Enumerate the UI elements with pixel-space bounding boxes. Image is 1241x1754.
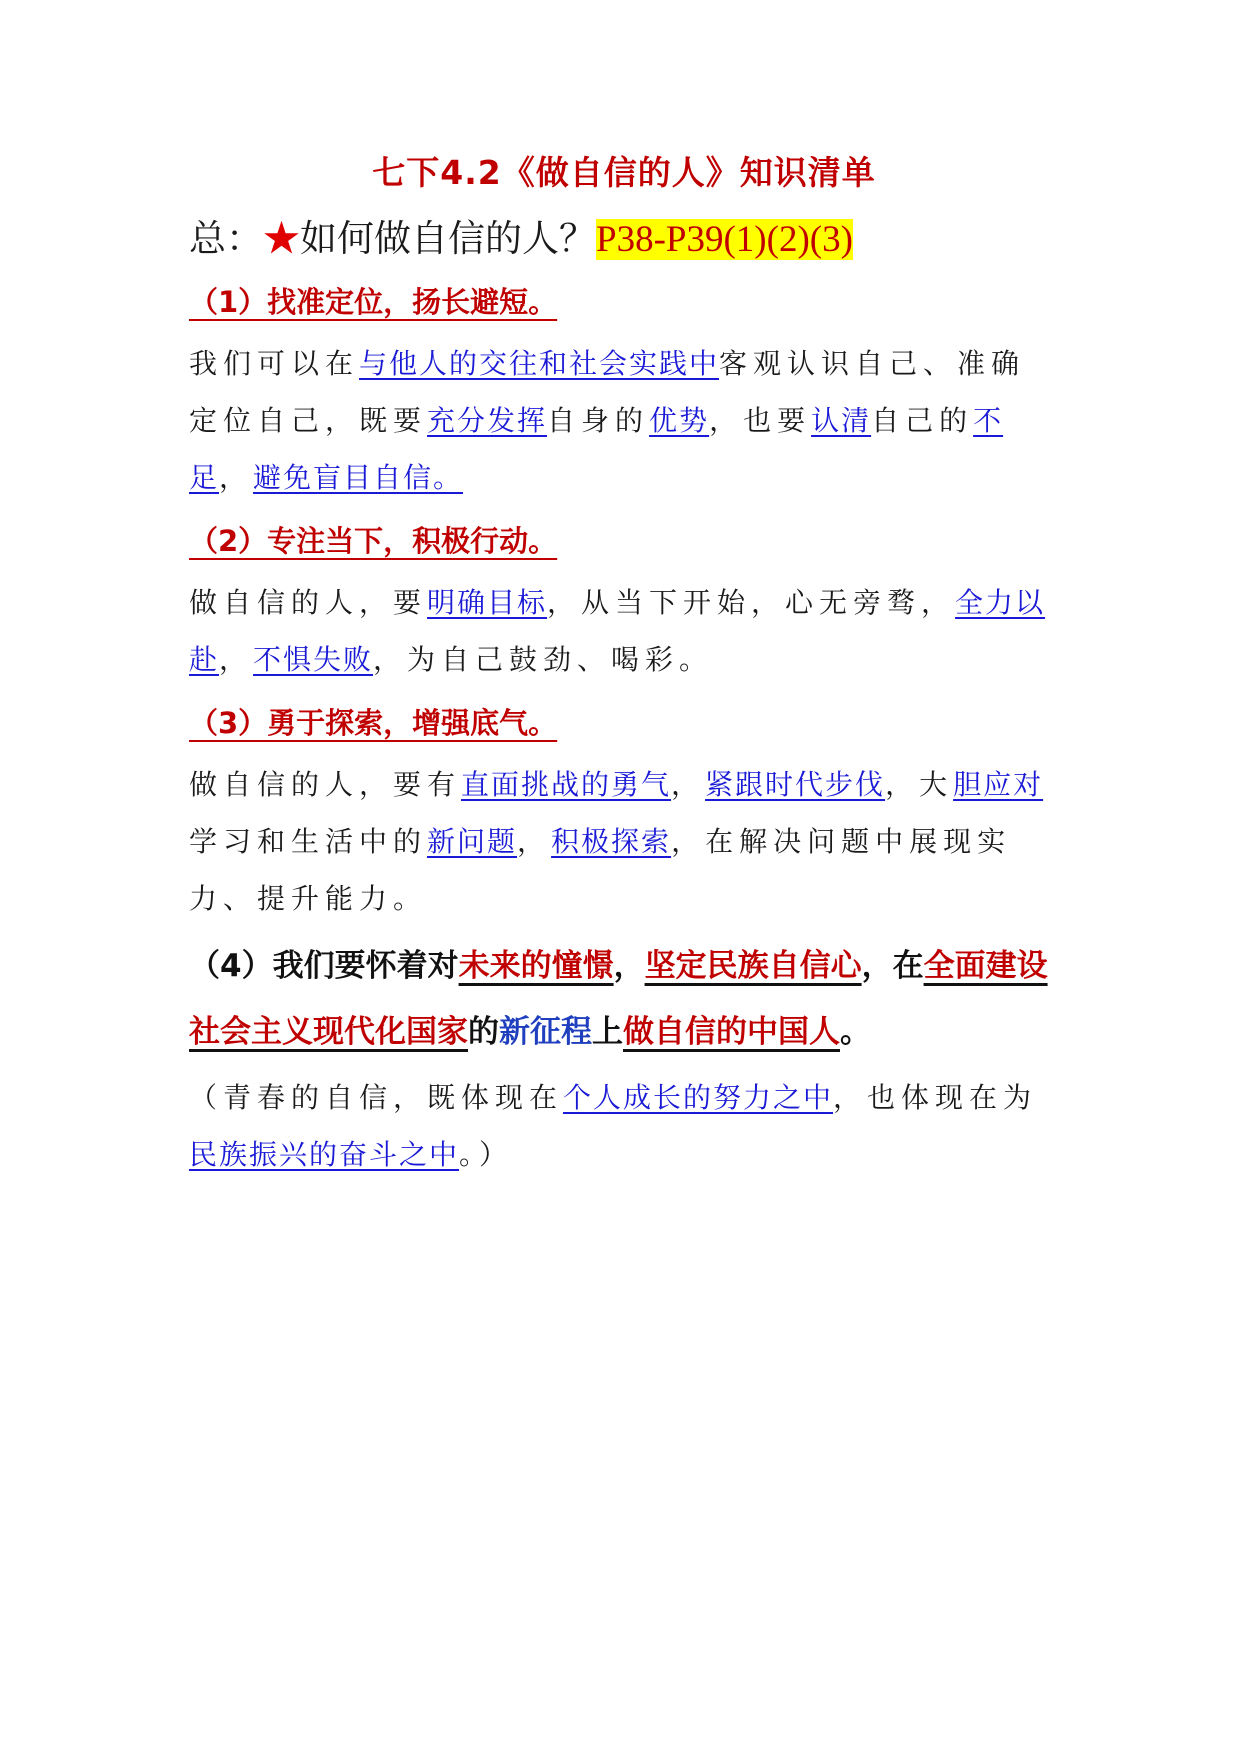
keyword: 做自信的中国人 [623, 1014, 840, 1050]
section-body: 做自信的人，要有直面挑战的勇气，紧跟时代步伐，大胆应对学习和生活中的新问题，积极探索，在解决问题中展现实力、提升能力。 [189, 768, 1044, 915]
page-reference-highlight: P38-P39(1)(2)(3) [596, 219, 853, 260]
keyword: 不足 [189, 404, 1004, 494]
keyword: 积极探索 [551, 825, 672, 858]
section-heading: （3）勇于探索，增强底气。 [189, 706, 558, 740]
section-1 [189, 273, 1059, 506]
keyword: 认清 [811, 404, 872, 437]
keyword: 全力以赴 [189, 586, 1046, 676]
point-4: （4）我们要怀着对未来的憧憬，坚定民族自信心，在全面建设社会主义现代化国家的新征程上做自信的中国人。 [189, 948, 1048, 1050]
section-heading: （1）找准定位，扬长避短。 [189, 285, 558, 319]
keyword: 不惧失败 [253, 643, 374, 676]
document-page [189, 140, 1059, 1183]
note-paragraph: （青春的自信，既体现在个人成长的努力之中，也体现在为民族振兴的奋斗之中。） [189, 1081, 1038, 1171]
star-icon: ★ [263, 217, 300, 260]
keyword: 胆应对 [953, 768, 1044, 801]
section-body: 我们可以在与他人的交往和社会实践中客观认识自己、准确定位自己，既要充分发挥自身的优势，也要认清自己的不足，避免盲目自信。 [189, 347, 1026, 494]
keyword: 直面挑战的勇气 [461, 768, 672, 801]
section-body: 做自信的人，要明确目标，从当下开始，心无旁骛，全力以赴，不惧失败，为自己鼓劲、喝彩。 [189, 586, 1046, 676]
keyword: 个人成长的努力之中 [563, 1081, 834, 1114]
keyword: 全面建设社会主义现代化国家 [189, 948, 1048, 1050]
keyword: 坚定民族自信心 [644, 948, 862, 984]
section-3 [189, 694, 1059, 927]
keyword: 避免盲目自信。 [253, 461, 464, 494]
keyword: 与他人的交往和社会实践中 [359, 347, 720, 380]
keyword: 未来的憧憬 [458, 948, 614, 984]
document-title: 七下4.2《做自信的人》知识清单 [372, 153, 876, 192]
keyword: 新问题 [427, 825, 518, 858]
section-2 [189, 512, 1059, 688]
summary-prefix: 总： [189, 217, 263, 260]
section-heading: （2）专注当下，积极行动。 [189, 524, 558, 558]
keyword-blue: 新征程 [499, 1014, 592, 1050]
keyword: 优势 [649, 404, 710, 437]
keyword: 紧跟时代步伐 [705, 768, 886, 801]
keyword: 民族振兴的奋斗之中 [189, 1138, 460, 1171]
keyword: 充分发挥 [427, 404, 548, 437]
summary-line [189, 206, 1059, 273]
summary-question: 如何做自信的人？ [300, 217, 596, 260]
keyword: 明确目标 [427, 586, 548, 619]
